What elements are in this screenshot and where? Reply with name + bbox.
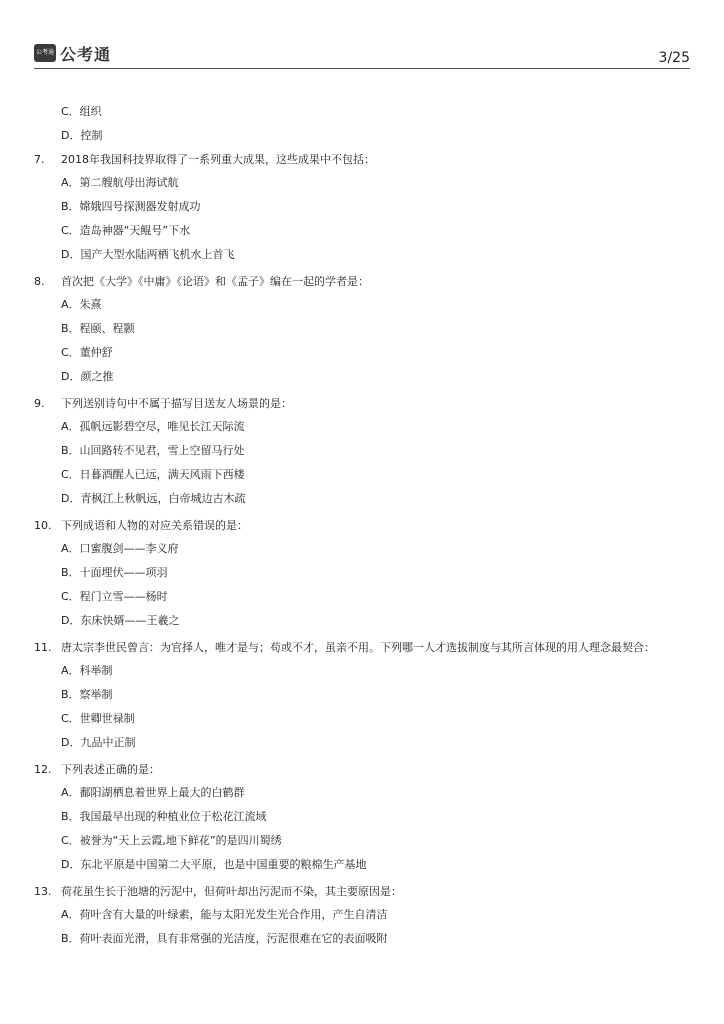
option: B．十面埋伏——项羽 (61, 566, 168, 580)
question-number: 12. (34, 762, 52, 776)
option: B．察举制 (61, 688, 113, 702)
question-text: 首次把《大学》《中庸》《论语》和《孟子》编在一起的学者是： (61, 274, 369, 288)
question-text: 下列表述正确的是： (61, 762, 160, 776)
question (0, 270, 724, 389)
option: C．日暮酒醒人已远，满天风雨下西楼 (61, 467, 245, 481)
option: A．口蜜腹剑——李义府 (61, 542, 179, 556)
option: D．颜之推 (61, 369, 114, 383)
question-text: 下列送别诗句中不属于描写目送友人场景的是： (61, 396, 292, 410)
question-list (0, 100, 724, 951)
page-header (34, 40, 690, 69)
question-number: 7. (34, 152, 45, 166)
question-stem (0, 514, 724, 538)
question-stem (0, 270, 724, 294)
option: C．程门立雪——杨时 (61, 589, 168, 603)
option: D．国产大型水陆两栖飞机水上首飞 (61, 247, 235, 261)
question (0, 636, 724, 755)
question-stem (0, 758, 724, 782)
option: A．鄱阳湖栖息着世界上最大的白鹤群 (61, 786, 245, 800)
option: C．董仲舒 (61, 345, 113, 359)
question-stem (0, 148, 724, 172)
option: C．造岛神器“天鲲号”下水 (61, 223, 191, 237)
question-stem (0, 392, 724, 416)
question-number: 9. (34, 396, 45, 410)
option: D．东北平原是中国第二大平原，也是中国重要的粮棉生产基地 (61, 857, 367, 871)
question-number: 8. (34, 274, 45, 288)
logo-icon: 公考通 (34, 44, 56, 62)
question-number: 13. (34, 884, 52, 898)
option: B．嫦娥四号探测器发射成功 (61, 200, 201, 214)
question-text: 下列成语和人物的对应关系错误的是： (61, 518, 248, 532)
question-text: 荷花虽生长于池塘的污泥中，但荷叶却出污泥而不染，其主要原因是： (61, 884, 402, 898)
option: C．组织 (61, 105, 102, 118)
question-stem (0, 636, 724, 660)
option: D．控制 (61, 128, 103, 142)
option: A．荷叶含有大量的叶绿素，能与太阳光发生光合作用，产生自清洁 (61, 908, 388, 922)
question-text: 唐太宗李世民曾言：为官择人，唯才是与；苟或不才，虽亲不用。下列哪一人才选拔制度与其所言体现的用人理念最契合： (61, 640, 655, 654)
question (0, 880, 724, 951)
question (0, 758, 724, 877)
option: B．荷叶表面光滑，具有非常强的光洁度，污泥很难在它的表面吸附 (61, 932, 388, 946)
option: D．东床快婿——王羲之 (61, 613, 180, 627)
question-text: 2018年我国科技界取得了一系列重大成果，这些成果中不包括： (61, 152, 375, 166)
option: A．第二艘航母出海试航 (61, 176, 179, 190)
option: B．山回路转不见君，雪上空留马行处 (61, 444, 245, 458)
option: B．我国最早出现的种植业位于松花江流域 (61, 810, 267, 824)
question (0, 392, 724, 511)
question-number: 11. (34, 640, 52, 654)
option: A．科举制 (61, 664, 113, 678)
question-stem (0, 880, 724, 904)
option: C．世卿世禄制 (61, 711, 135, 725)
option: D．九品中正制 (61, 735, 136, 749)
option: D．青枫江上秋帆远，白帝城边古木疏 (61, 491, 246, 505)
option: B．程颐、程颢 (61, 322, 135, 336)
question (0, 514, 724, 633)
option: A．朱熹 (61, 298, 102, 312)
question-number: 10. (34, 518, 52, 532)
option: C．被誉为“天上云霞,地下鲜花”的是四川蜀绣 (61, 833, 282, 847)
page-number: 3/25 (658, 50, 690, 66)
brand-name: 公考通 (60, 45, 112, 64)
option: A．孤帆远影碧空尽，唯见长江天际流 (61, 420, 245, 434)
question (0, 148, 724, 267)
